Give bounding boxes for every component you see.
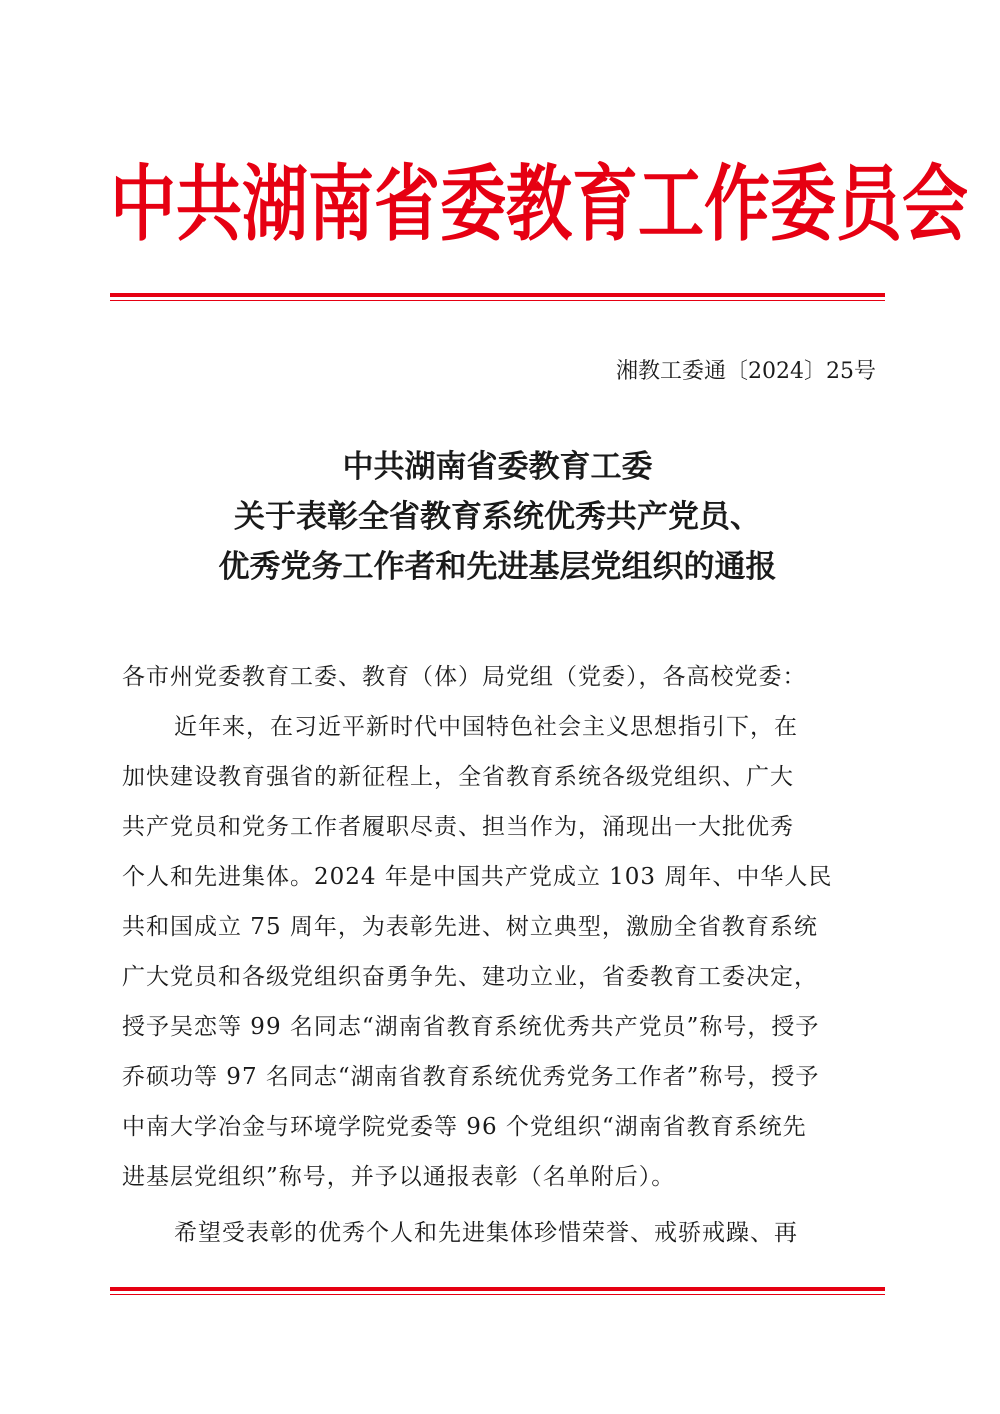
- body-line: 乔硕功等 97 名同志“湖南省教育系统优秀党务工作者”称号，授予: [122, 1064, 820, 1090]
- masthead-title: 中共湖南省委教育工作委员会: [110, 156, 968, 253]
- body-line: 近年来，在习近平新时代中国特色社会主义思想指引下，在: [174, 714, 798, 740]
- body-line: 加快建设教育强省的新征程上，全省教育系统各级党组织、广大: [122, 764, 794, 790]
- red-rule-thick: [110, 1287, 885, 1291]
- red-header-rule: [110, 293, 885, 301]
- body-line: 进基层党组织”称号，并予以通报表彰（名单附后）。: [122, 1164, 676, 1190]
- red-footer-rule: [110, 1287, 885, 1295]
- document-body: [122, 652, 882, 1258]
- body-line: 授予吴恋等 99 名同志“湖南省教育系统优秀共产党员”称号，授予: [122, 1014, 820, 1040]
- body-line: 共和国成立 75 周年，为表彰先进、树立典型，激励全省教育系统: [122, 914, 818, 940]
- body-line: 共产党员和党务工作者履职尽责、担当作为，涌现出一大批优秀: [122, 814, 794, 840]
- body-line: 个人和先进集体。2024 年是中国共产党成立 103 周年、中华人民: [122, 864, 833, 890]
- body-line: 广大党员和各级党组织奋勇争先、建功立业，省委教育工委决定，: [122, 964, 818, 990]
- body-line: 希望受表彰的优秀个人和先进集体珍惜荣誉、戒骄戒躁、再: [174, 1220, 798, 1246]
- body-line: 中南大学冶金与环境学院党委等 96 个党组织“湖南省教育系统先: [122, 1114, 807, 1140]
- salutation: 各市州党委教育工委、教育（体）局党组（党委），各高校党委：: [122, 664, 807, 690]
- title-line-2: 关于表彰全省教育系统优秀共产党员、: [234, 499, 761, 535]
- document-number: 湘教工委通〔2024〕25号: [616, 359, 876, 384]
- document-title: [110, 442, 885, 592]
- title-line-1: 中共湖南省委教育工委: [342, 449, 653, 485]
- red-rule-thick: [110, 293, 885, 297]
- red-rule-thin: [110, 1294, 885, 1295]
- title-line-3: 优秀党务工作者和先进基层党组织的通报: [218, 549, 777, 585]
- red-rule-thin: [110, 300, 885, 301]
